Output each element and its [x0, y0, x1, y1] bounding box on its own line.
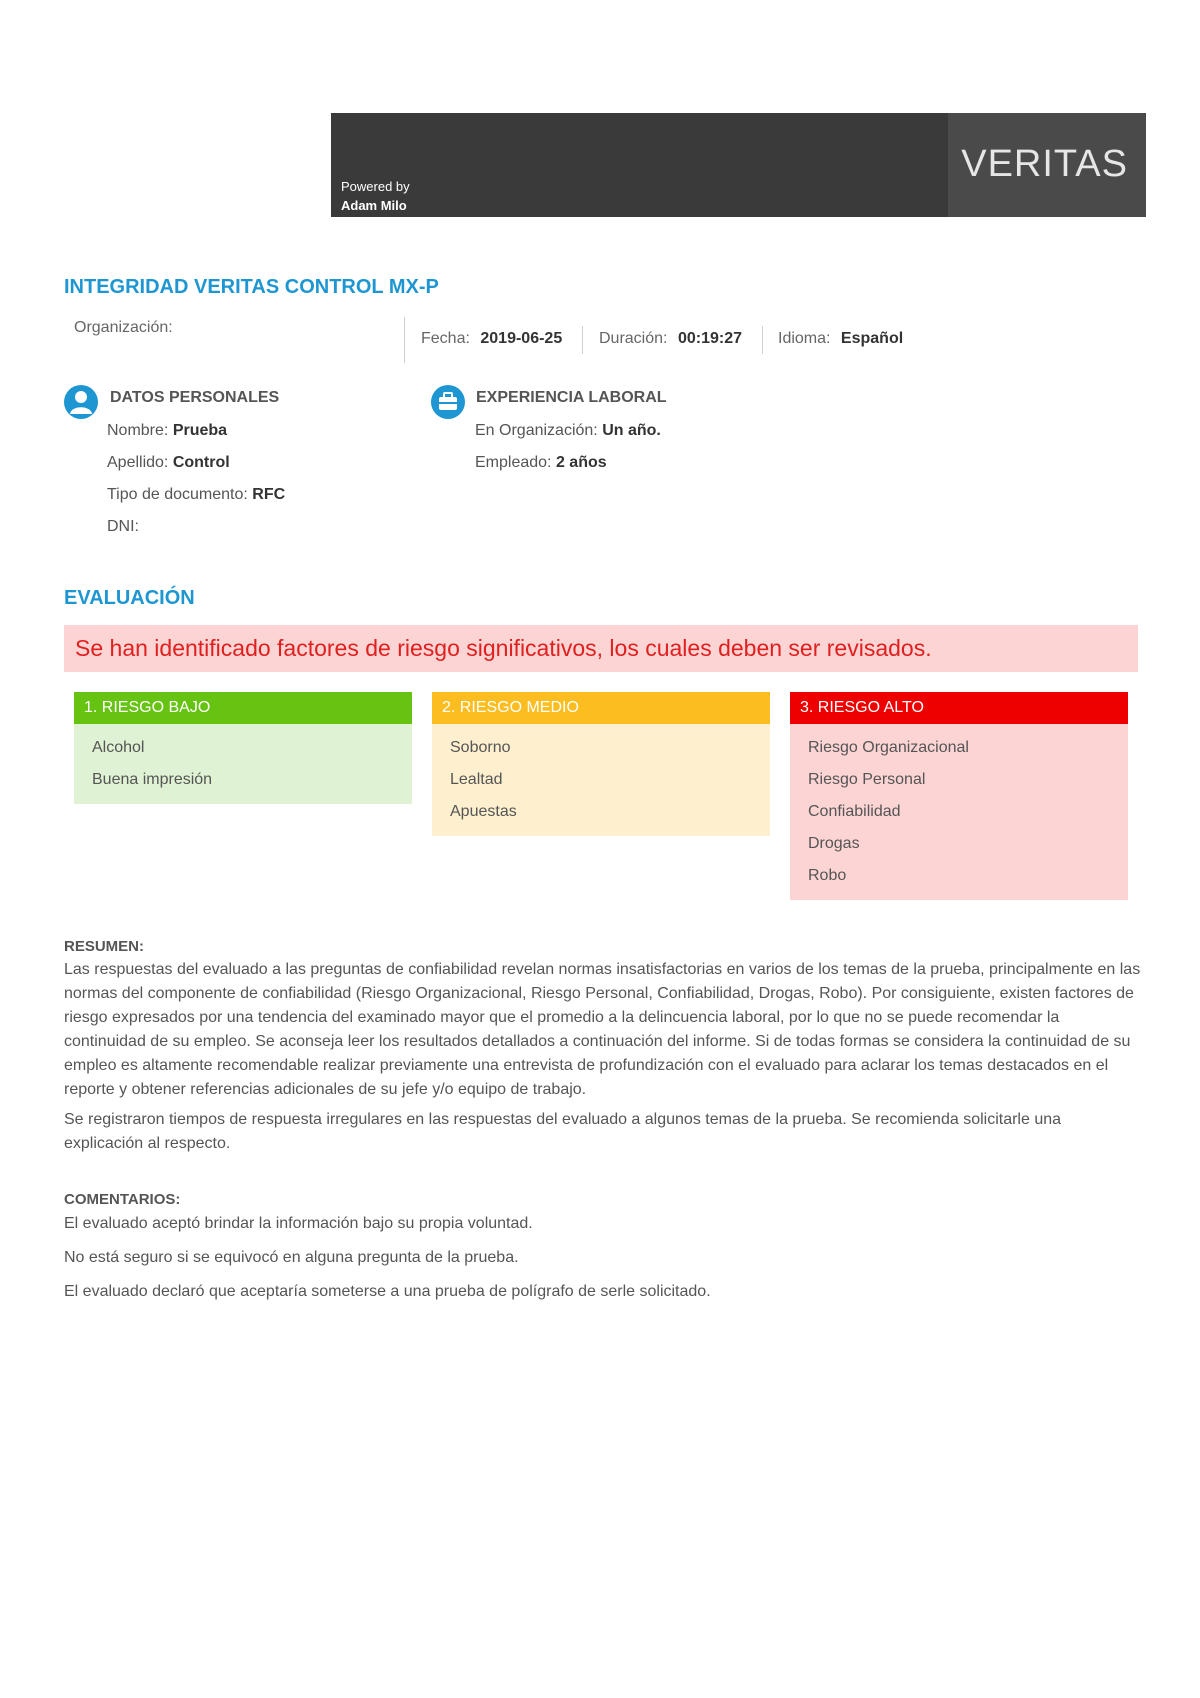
empleado [475, 454, 607, 472]
risk-medium-box [432, 692, 770, 836]
idioma-label: Idioma: [778, 330, 831, 347]
list-item: Riesgo Organizacional [808, 739, 969, 756]
risk-header: 3. RIESGO ALTO [790, 692, 1128, 724]
divider [582, 326, 583, 354]
fecha [421, 330, 562, 348]
list-item: Riesgo Personal [808, 771, 926, 788]
risk-header: 2. RIESGO MEDIO [432, 692, 770, 724]
briefcase-icon [431, 385, 465, 419]
brand-logo: VERITAS [961, 143, 1128, 185]
list-item: Drogas [808, 835, 860, 852]
risk-low-box [74, 692, 412, 804]
summary-paragraph: Se registraron tiempos de respuesta irregulares en las respuestas del evaluado a algunos temas de la prueba. Se recomienda solicitarle una explicación al respecto. [64, 1111, 1062, 1152]
dni-label: DNI: [107, 518, 139, 535]
risk-items [432, 724, 770, 836]
comments-heading: COMENTARIOS: [64, 1191, 181, 1208]
list-item: Robo [808, 867, 847, 884]
evaluation-heading: EVALUACIÓN [64, 587, 195, 609]
personal-data-heading: DATOS PERSONALES [110, 389, 280, 406]
divider [762, 326, 763, 354]
organization-label: Organización: [74, 319, 173, 336]
list-item: Soborno [450, 739, 511, 756]
list-item: Confiabilidad [808, 803, 901, 820]
idioma-value: Español [840, 330, 904, 347]
risk-alert-text: Se han identificado factores de riesgo significativos, los cuales deben ser revisados. [75, 635, 932, 661]
risk-items [790, 724, 1128, 900]
list-item: Apuestas [450, 803, 517, 820]
tipo-label: Tipo de documento: [107, 486, 248, 503]
nombre-label: Nombre: [107, 422, 169, 439]
divider [404, 317, 405, 363]
risk-high-box [790, 692, 1128, 900]
comment: El evaluado declaró que aceptaría someterse a una prueba de polígrafo de serle solicitado. [64, 1283, 711, 1300]
apellido-value: Control [172, 454, 230, 471]
author-name: Adam Milo [341, 198, 407, 213]
list-item: Lealtad [450, 771, 503, 788]
duracion [599, 330, 742, 348]
fecha-value: 2019-06-25 [480, 330, 563, 347]
experience-heading: EXPERIENCIA LABORAL [476, 389, 667, 406]
duracion-label: Duración: [599, 330, 668, 347]
powered-by [341, 177, 410, 215]
idioma [778, 330, 903, 348]
dni [107, 518, 139, 536]
risk-items [74, 724, 412, 804]
report-title: INTEGRIDAD VERITAS CONTROL MX-P [64, 276, 439, 298]
org-value: Un año. [602, 422, 661, 439]
list-item: Buena impresión [92, 771, 213, 788]
powered-by-label: Powered by [341, 179, 410, 194]
summary-heading: RESUMEN: [64, 938, 145, 955]
apellido [107, 454, 230, 472]
en-organizacion [475, 422, 661, 440]
fecha-label: Fecha: [421, 330, 470, 347]
tipo-documento [107, 486, 285, 504]
risk-alert [64, 625, 1138, 672]
user-icon [64, 385, 98, 419]
nombre-value: Prueba [172, 422, 228, 439]
tipo-value: RFC [252, 486, 286, 503]
list-item: Alcohol [92, 739, 145, 756]
duracion-value: 00:19:27 [677, 330, 742, 347]
comment: El evaluado aceptó brindar la información bajo su propia voluntad. [64, 1215, 533, 1232]
org-label: En Organización: [475, 422, 598, 439]
nombre [107, 422, 227, 440]
emp-label: Empleado: [475, 454, 552, 471]
emp-value: 2 años [555, 454, 607, 471]
comment: No está seguro si se equivocó en alguna pregunta de la prueba. [64, 1249, 519, 1266]
risk-header: 1. RIESGO BAJO [74, 692, 412, 724]
apellido-label: Apellido: [107, 454, 169, 471]
header-banner [331, 113, 1146, 217]
summary-paragraph: Las respuestas del evaluado a las preguntas de confiabilidad revelan normas insatisfactorias en varios de los temas de la prueba, principalmente en las normas del componente de confiabilidad (Riesgo Organizacional, Riesgo Personal, Confiabilidad, Drogas, Robo). Por consiguiente, existen factores de riesgo expresados por una tendencia del examinado mayor que el promedio a la delincuencia laboral, por lo que no se puede recomendar la continuidad de su empleo. Se aconseja leer los resultados detallados a continuación del informe. Si de todas formas se considera la continuidad de su empleo es altamente recomendable realizar previamente una entrevista de profundización con el evaluado para aclarar los temas destacados en el reporte y obtener referencias adicionales de su jefe y/o equipo de trabajo. [64, 961, 1141, 1098]
brand-box [948, 113, 1146, 217]
